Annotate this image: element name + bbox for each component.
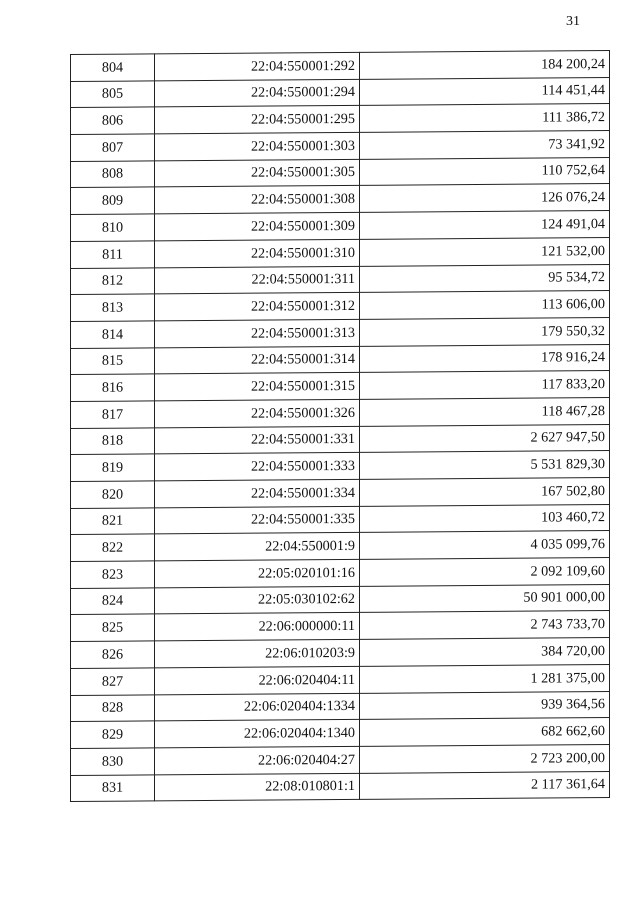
cadastral-value-table (70, 50, 610, 802)
row-number: 817 (71, 401, 155, 428)
cadastral-number: 22:04:550001:308 (155, 186, 360, 214)
cadastral-number: 22:04:550001:305 (155, 159, 360, 187)
row-number: 810 (71, 214, 155, 241)
cadastral-value: 117 833,20 (360, 371, 610, 400)
cadastral-value: 184 200,24 (360, 51, 610, 80)
cadastral-number: 22:06:020404:1334 (155, 693, 360, 721)
row-number: 826 (71, 641, 155, 668)
cadastral-value: 118 467,28 (360, 397, 610, 426)
cadastral-number: 22:06:020404:11 (155, 666, 360, 694)
cadastral-value: 2 627 947,50 (360, 424, 610, 453)
cadastral-number: 22:06:000000:11 (155, 613, 360, 641)
cadastral-number: 22:06:020404:1340 (155, 720, 360, 748)
cadastral-number: 22:04:550001:326 (155, 399, 360, 427)
cadastral-value: 124 491,04 (360, 211, 610, 240)
cadastral-value: 126 076,24 (360, 184, 610, 213)
row-number: 827 (71, 668, 155, 695)
cadastral-value: 2 743 733,70 (360, 611, 610, 640)
table-row (71, 718, 610, 749)
row-number: 831 (71, 774, 155, 801)
cadastral-number: 22:04:550001:315 (155, 373, 360, 401)
table-row (71, 237, 610, 268)
row-number: 822 (71, 534, 155, 561)
cadastral-value: 95 534,72 (360, 264, 610, 293)
cadastral-value: 103 460,72 (360, 504, 610, 533)
table-row (71, 504, 610, 535)
cadastral-value: 2 117 361,64 (360, 771, 610, 800)
table-row (71, 51, 610, 82)
cadastral-value: 73 341,92 (360, 131, 610, 160)
row-number: 829 (71, 721, 155, 748)
cadastral-number: 22:05:020101:16 (155, 559, 360, 587)
row-number: 805 (71, 81, 155, 108)
cadastral-number: 22:04:550001:312 (155, 293, 360, 321)
row-number: 821 (71, 508, 155, 535)
table-row (71, 131, 610, 162)
cadastral-value: 4 035 099,76 (360, 531, 610, 560)
cadastral-value: 2 723 200,00 (360, 744, 610, 773)
table-row (71, 638, 610, 669)
cadastral-number: 22:04:550001:313 (155, 319, 360, 347)
cadastral-value: 50 901 000,00 (360, 584, 610, 613)
table-row (71, 77, 610, 108)
table-row (71, 664, 610, 695)
cadastral-value: 2 092 109,60 (360, 558, 610, 587)
cadastral-number: 22:04:550001:294 (155, 79, 360, 107)
table-row (71, 104, 610, 135)
cadastral-number: 22:06:020404:27 (155, 746, 360, 774)
table-body (71, 51, 610, 802)
cadastral-value: 121 532,00 (360, 237, 610, 266)
row-number: 809 (71, 187, 155, 214)
row-number: 813 (71, 294, 155, 321)
table-row (71, 344, 610, 375)
table-row (71, 691, 610, 722)
cadastral-value: 384 720,00 (360, 638, 610, 667)
row-number: 819 (71, 454, 155, 481)
cadastral-number: 22:04:550001:334 (155, 479, 360, 507)
row-number: 815 (71, 347, 155, 374)
cadastral-value: 1 281 375,00 (360, 664, 610, 693)
cadastral-number: 22:04:550001:311 (155, 266, 360, 294)
row-number: 825 (71, 614, 155, 641)
cadastral-number: 22:08:010801:1 (155, 773, 360, 801)
table-row (71, 771, 610, 802)
row-number: 816 (71, 374, 155, 401)
cadastral-number: 22:04:550001:9 (155, 533, 360, 561)
table-row (71, 291, 610, 322)
row-number: 823 (71, 561, 155, 588)
table-row (71, 264, 610, 295)
cadastral-number: 22:04:550001:333 (155, 453, 360, 481)
page-number: 31 (566, 14, 580, 29)
table-row (71, 424, 610, 455)
row-number: 830 (71, 748, 155, 775)
table-row (71, 584, 610, 615)
table-row (71, 478, 610, 509)
row-number: 824 (71, 588, 155, 615)
cadastral-number: 22:06:010203:9 (155, 640, 360, 668)
row-number: 811 (71, 241, 155, 268)
row-number: 812 (71, 267, 155, 294)
row-number: 814 (71, 321, 155, 348)
row-number: 806 (71, 107, 155, 134)
table-row (71, 611, 610, 642)
cadastral-value: 167 502,80 (360, 478, 610, 507)
row-number: 804 (71, 54, 155, 81)
table-row (71, 558, 610, 589)
table-row (71, 211, 610, 242)
row-number: 807 (71, 134, 155, 161)
table-row (71, 371, 610, 402)
cadastral-number: 22:05:030102:62 (155, 586, 360, 614)
cadastral-number: 22:04:550001:292 (155, 52, 360, 80)
cadastral-value: 5 531 829,30 (360, 451, 610, 480)
table-row (71, 451, 610, 482)
cadastral-value: 179 550,32 (360, 317, 610, 346)
cadastral-number: 22:04:550001:295 (155, 106, 360, 134)
cadastral-value: 114 451,44 (360, 77, 610, 106)
cadastral-number: 22:04:550001:331 (155, 426, 360, 454)
row-number: 828 (71, 694, 155, 721)
table-row (71, 317, 610, 348)
table-row (71, 397, 610, 428)
cadastral-number: 22:04:550001:309 (155, 213, 360, 241)
cadastral-value: 939 364,56 (360, 691, 610, 720)
row-number: 820 (71, 481, 155, 508)
table-row (71, 531, 610, 562)
table-row (71, 184, 610, 215)
row-number: 808 (71, 161, 155, 188)
table-row (71, 157, 610, 188)
cadastral-number: 22:04:550001:310 (155, 239, 360, 267)
cadastral-number: 22:04:550001:335 (155, 506, 360, 534)
row-number: 818 (71, 428, 155, 455)
cadastral-number: 22:04:550001:314 (155, 346, 360, 374)
cadastral-value: 178 916,24 (360, 344, 610, 373)
cadastral-value: 110 752,64 (360, 157, 610, 186)
table-row (71, 744, 610, 775)
cadastral-value: 682 662,60 (360, 718, 610, 747)
cadastral-value: 111 386,72 (360, 104, 610, 133)
cadastral-value: 113 606,00 (360, 291, 610, 320)
cadastral-number: 22:04:550001:303 (155, 132, 360, 160)
